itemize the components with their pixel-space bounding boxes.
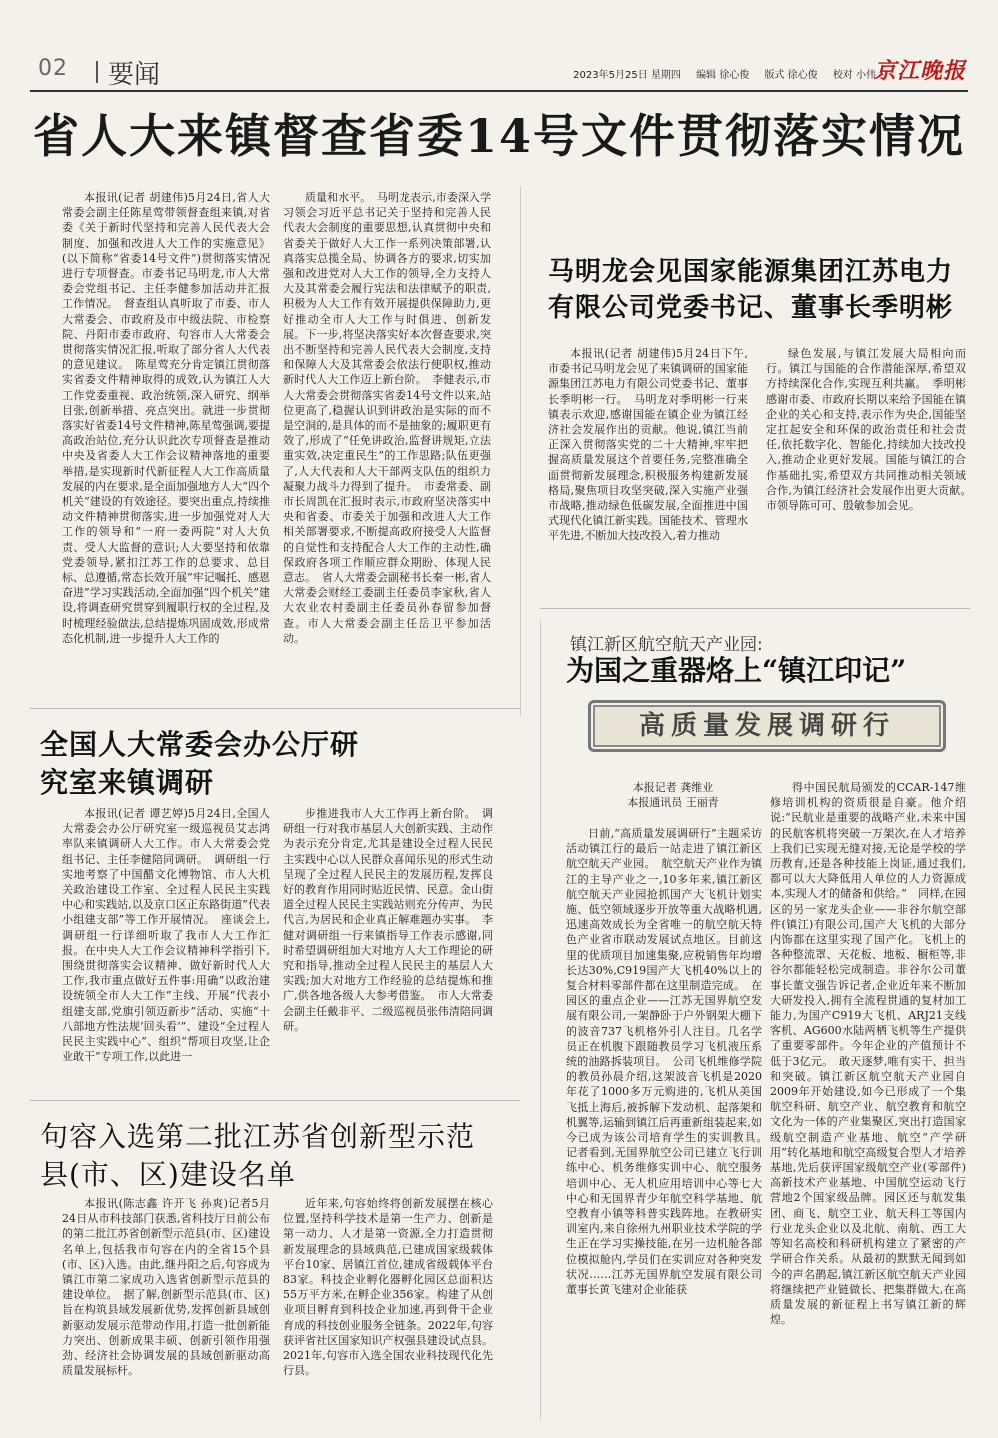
- article2-column-1: 本报讯(记者 谭艺婷)5月24日,全国人大常委会办公厅研究室一级巡视员艾志鸿率队来镇调研人大工作。市人大常委会党组书记、主任李健陪同调研。 调研组一行实地考察了中国醋文化博物馆、市人大机关政治建设工作室、全过程人民民主实践中心和实践站,以及京口区正东路街道“代表小组建支部”等工作开展情况。 座谈会上,调研组一行详细听取了我市人大工作汇报。在中央人大工作会议精神科学指引下,围绕贯彻落实会议精神、做好新时代人大工作,我市重点做好五件事:用确“以政治建设统领全市人大工作”主线、开展“代表小组建支部,党旗引领迈新步”活动、实施“十八部地方性法规‘回头看’”、建设“全过程人民民主实践中心”、组织“帮项目攻坚,让企业敢干”专项工作,以此进一: [62, 807, 270, 1064]
- section-divider: [30, 1100, 520, 1101]
- article3-headline: 句容入选第二批江苏省创新型示范县(市、区)建设名单: [40, 1120, 476, 1191]
- page-number: 02: [38, 56, 68, 81]
- section-name: 要闻: [108, 60, 161, 90]
- issue-date: 2023年5月25日 星期四: [573, 70, 681, 81]
- article5-byline: 本报记者 龚维业 本报通讯员 王丽青: [627, 781, 719, 809]
- article5-headline: 为国之重器烙上“镇江印记”: [566, 654, 907, 687]
- article1-column-1: 本报讯(记者 胡建伟)5月24日,省人大常委会副主任陈星莺带领督查组来镇,对省委《关于新时代坚持和完善人民代表大会制度、加强和改进人大工作的实施意见》(以下简称“省委14号文件”)贯彻落实情况进行专项督查。市委书记马明龙,市人大常委会党组书记、主任李健参加活动并汇报工作情况。 督查组认真听取了市委、市人大常委会、市政府及市中级法院、市检察院、丹阳市委市政府、句容市人大常委会贯彻落实情况汇报,听取了部分省人大代表的意见建议。 陈星莺充分肯定镇江贯彻落实省委文件精神取得的成效,认为镇江人大工作党委重视、政治统领,深入研究、纲举目张,创新举措、亮点突出。就进一步贯彻落实好省委14号文件精神,陈星莺强调,要提高政治站位,充分认识此次专项督查是推动中央及省委人大工作会议精神落地的重要举措,是实现新时代新征程人大工作高质量发展的内在要求,是全面加强地方人大“四个机关”建设的有效途径。要突出重点,持续推动文件精神贯彻落实,进一步加强党对人大工作的领导和“一府一委两院”对人大负责、受人大监督的意识;人大要坚持和依靠党委领导,紧扣江苏工作的总要求、总目标、总遵循,常态长效开展“牢记嘱托、感恩奋进”学习实践活动,全面加强“四个机关”建设,将调查研究贯穿到履职行权的全过程,及时梳理经验做法,总结提炼巩固成效,形成常态化机制,进一步提升人大工作的: [62, 191, 270, 645]
- column-divider: [540, 620, 541, 1420]
- article5-column-1: 日前,“高质量发展调研行”主题采访活动镇江行的最后一站走进了镇江新区航空航天产业园。 航空航天产业作为镇江的主导产业之一,10多年来,镇江新区航空航天产业园抢抓国产大飞机计划实施、低空领域逐步开放等重大战略机遇,迅速高效成长为全省唯一的航空航天特色产业省市联动发展试点地区。目前这里的优质项目加速集聚,应税销售年均增长达30%,C919国产大飞机40%以上的复合材料零部件都在这里制造完成。 在园区的重点企业——江苏无国界航空发展有限公司,一架静卧于户外钢架大棚下的波音737飞机格外引人注目。几名学员正在机腹下跟随教员学习飞机液压系统的油路拆装项目。 公司飞机维修学院的教员孙晨介绍,这架波音飞机是2020年花了1000多万元购进的,飞机从美国飞抵上海后,被拆解下发动机、起落架和机翼等,运输到镇江后再重新组装起来,如今已成为该公司培育学生的实训教具。 记者看到,无国界航空公司已建立飞行训练中心、机务维修实训中心、航空服务培训中心、无人机应用培训中心等七大中心和无国界青少年航空科学基地、航空教育小镇等科普实践阵地。在教研实训室内,来自徐州九州职业技术学院的学生正在学习实操技能,在另一边机舱各部位模拟舱内,学员们在实训应对各种突发状况……江苏无国界航空发展有限公司董事长黄飞建对企业能获: [566, 827, 773, 1297]
- header-meta: [561, 66, 876, 81]
- article4-headline: 马明龙会见国家能源集团江苏电力有限公司党委书记、董事长季明彬: [548, 257, 954, 323]
- article4-column-1: 本报讯(记者 胡建伟)5月24日下午,市委书记马明龙会见了来镇调研的国家能源集团江苏电力有限公司党委书记、董事长季明彬一行。 马明龙对季明彬一行来镇表示欢迎,感谢国能在镇企业为镇江经济社会发展作出的贡献。他说,镇江当前正深入贯彻落实党的二十大精神,牢牢把握高质量发展这个首要任务,完整准确全面贯彻新发展理念,积极服务构建新发展格局,聚焦项目攻坚突破,深入实施产业强市战略,推动绿色低碳发展,全面推进中国式现代化镇江新实践。国能技术、管理水平先进,不断加大技改投入,着力推动: [548, 347, 748, 543]
- masthead-logo: 京江晚报: [873, 58, 966, 84]
- column-divider: [520, 186, 521, 716]
- article3-column-2: 近年来,句容始终将创新发展摆在核心位置,坚持科学技术是第一生产力、创新是第一动力、人才是第一资源,全力打造贯彻新发展理念的县域典范,已建成国家级载体平台10家、居镇江首位,建成省级载体平台83家。科技企业孵化器孵化园区总面积达55万平方米,在孵企业356家。构建了从创业项目孵育到科技企业加速,再到骨干企业育成的科技创业服务全链条。2022年,句容获评省社区国家知识产权强县建设试点县。2021年,句容市入选全国农业科技现代化先行县。: [283, 1197, 493, 1378]
- article1-headline: 省人大来镇督查省委14号文件贯彻落实情况: [32, 109, 965, 163]
- header-divider: [96, 61, 98, 83]
- series-banner: 高质量发展调研行: [588, 700, 946, 752]
- proofreader-credit: 校对 小伟: [832, 70, 876, 81]
- page-header: [30, 52, 968, 92]
- article5-column-2: 得中国民航局颁发的CCAR-147维修培训机构的资质很是自豪。他介绍说:“民航业是重要的战略产业,未来中国的民航客机将突破一万架次,在人才培养上我们已实现无缝对接,无论是学校的学历教育,还是各种技能上岗证,通过我们,都可以大大降低用人单位的人力资源成本,实现人才的储备和供给。” 同样,在园区的另一家龙头企业——非谷尔航空部件(镇江)有限公司,国产大飞机的大部分内饰都在这里实现了国产化。飞机上的各种整流罩、天花板、地板、橱柜等,非谷尔都能轻松完成制造。非谷尔公司董事长董文强告诉记者,企业近年来不断加大研发投入,拥有全流程贯通的复材加工能力,为国产C919大飞机、ARJ21支线客机、AG600水陆两栖飞机等生产提供了重要零部件。今年企业的产值预计不低于3亿元。 敢天逐梦,唯有实干、担当和突破。镇江新区航空航天产业园自2009年开始建设,如今已形成了一个集航空科研、航空产业、航空教育和航空文化为一体的产业集聚区,突出打造国家级航空制造产业基地、航空“产学研用”转化基地和航空高级复合型人才培养基地,先后获评国家级航空产业(零部件)高新技术产业基地、中国航空运动飞行营地2个国家级品牌。园区还与航发集团、商飞、航空工业、航天科工等国内行业龙头企业以及北航、南航、西工大等知名高校和科研机构建立了紧密的产学研合作关系。从最初的默默无闻到如今的声名鹊起,镇江新区航空航天产业园将继续把产业链做长、把集群做大,在高质量发展的新征程上书写镇江新的辉煌。: [770, 781, 966, 1327]
- article2-headline: 全国人大常委会办公厅研究室来镇调研: [40, 728, 360, 799]
- article4-column-2: 绿色发展,与镇江发展大局相向而行。镇江与国能的合作潜能深厚,希望双方持续深化合作,实现互利共赢。 季明彬感谢市委、市政府长期以来给予国能在镇企业的关心和支持,表示作为央企,国能坚定扛起安全和环保的政治责任和社会责任,依托数字化、智能化,持续加大技改投入,推动企业更好发展。国能与镇江的合作基础扎实,希望双方共同推动相关领域合作,为镇江经济社会发展作出更大贡献。 市领导陈可可、殷敏参加会见。: [766, 347, 977, 513]
- article1-column-2: 质量和水平。 马明龙表示,市委深入学习领会习近平总书记关于坚持和完善人民代表大会制度的重要思想,认真贯彻中央和省委关于做好人大工作一系列决策部署,认真落实总揽全局、协调各方的要求,切实加强和改进党对人大工作的领导,全力支持人大及其常委会履行宪法和法律赋予的职责,积极为人大工作有效开展提供保障助力,更好推动全市人大工作与时俱进、创新发展。下一步,将坚决落实好本次督查要求,突出不断坚持和完善人民代表大会制度,支持和保障人大及其常委会依法行使职权,推动新时代人大工作迈上新台阶。 李健表示,市人大常委会贯彻落实省委14号文件以来,站位更高了,稳握认识到讲政治是实际的而不是空洞的,是具体的而不是抽象的;履职更有效了,形成了“任免讲政治,监督讲规矩,立法重实效,决定重民生”的工作思路;队伍更强了,人大代表和人大干部两支队伍的组织力凝聚力战斗力得到了提升。 市委常委、副市长周凯在汇报时表示,市政府坚决落实中央和省委、市委关于加强和改进人大工作相关部署要求,不断提高政府接受人大监督的自觉性和支持配合人大工作的主动性,确保政府各项工作顺应群众期盼、体现人民意志。 省人大常委会副秘书长秦一彬,省人大常委会财经工委副主任委员李家秋,省人大农业农村委副主任委员孙春留参加督查。市人大常委会副主任岳卫平参加活动。: [283, 191, 491, 645]
- editor-credit: 编辑 徐心俊: [696, 70, 750, 81]
- section-divider: [30, 708, 520, 709]
- section-divider: [540, 608, 970, 609]
- layout-credit: 版式 徐心俊: [764, 70, 818, 81]
- article5-kicker: 镇江新区航空航天产业园:: [570, 635, 763, 655]
- article2-column-2: 步推进我市人大工作再上新台阶。 调研组一行对我市基层人大创新实践、主动作为表示充分肯定,尤其是建设全过程人民民主实践中心以人民群众喜闻乐见的形式生动呈现了全过程人民民主的发展历程,发挥良好的教育作用同时贴近民情、民意。金山街道全过程人民民主实践站则充分传声、为民代言,为居民和企业真正解难题办实事。 李健对调研组一行来镇指导工作表示感谢,同时希望调研组加大对地方人大工作理论的研究和指导,推动全过程人民民主的基层人大实践;加大对地方工作经验的总结提炼和推广,供各地各级人大参考借鉴。 市人大常委会副主任戴非平、二级巡视员张伟清陪同调研。: [283, 807, 493, 1033]
- article3-column-1: 本报讯(陈志鑫 许开飞 孙爽)记者5月24日从市科技部门获悉,省科技厅日前公布的第二批江苏省创新型示范县(市、区)建设名单上,包括我市句容在内的全省15个县(市、区)入选。由此,继丹阳之后,句容成为镇江市第二家成功入选省创新型示范县的建设单位。 据了解,创新型示范县(市、区)旨在构筑县域发展新优势,发挥创新县域创新驱动发展示范带动作用,打造一批创新能力突出、创新成果丰硕、创新引领作用强劲、经济社会协调发展的县域创新驱动高质量发展标杆。: [62, 1197, 270, 1378]
